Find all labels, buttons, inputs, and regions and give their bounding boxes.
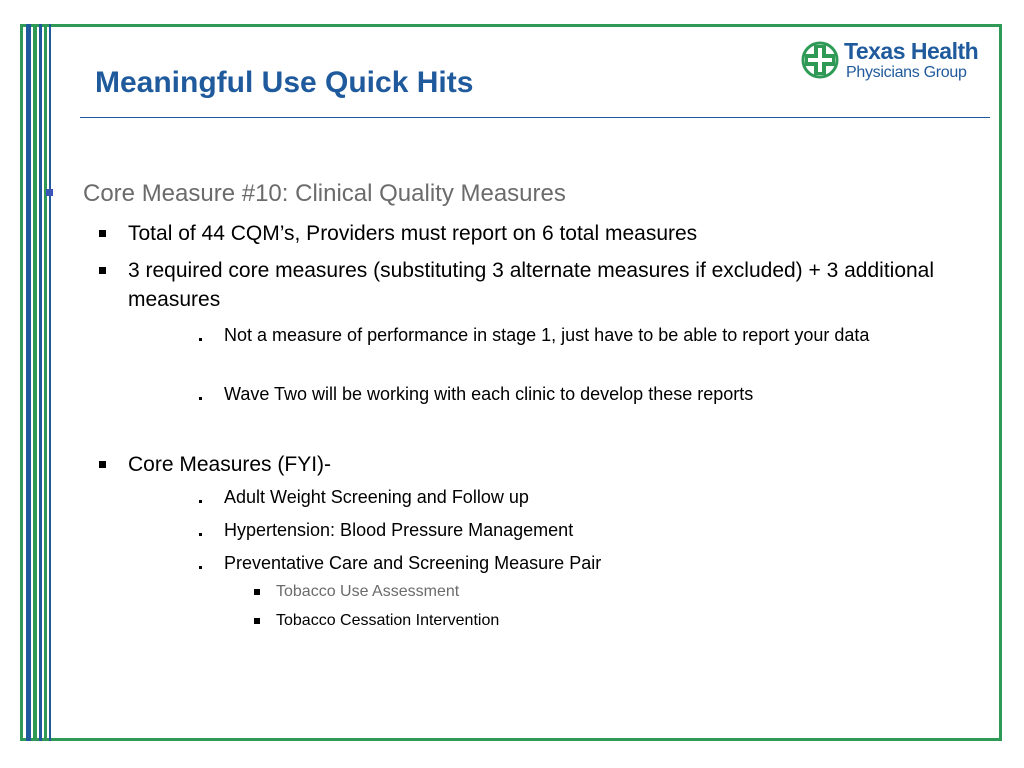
section-heading: Core Measure #10: Clinical Quality Measures <box>83 180 566 207</box>
bullet-square-icon <box>99 461 106 468</box>
bullet-dot-icon <box>199 533 202 536</box>
list-item: Tobacco Use Assessment <box>276 583 460 600</box>
left-bar-blue-1 <box>26 24 31 741</box>
bullet-dot-icon <box>199 500 202 503</box>
list-item: Preventative Care and Screening Measure Pair <box>224 553 602 573</box>
left-bar-blue-2 <box>39 24 42 741</box>
list-item: Tobacco Cessation Intervention <box>276 612 500 629</box>
cross-logo-icon <box>800 40 840 80</box>
bullet-dot-icon <box>199 566 202 569</box>
logo-line2: Physicians Group <box>846 64 967 81</box>
texas-health-logo <box>800 38 1000 84</box>
list-item: Adult Weight Screening and Follow up <box>224 487 529 507</box>
bullet-dot-icon <box>199 397 202 400</box>
bullet-square-icon <box>46 189 53 196</box>
title-divider <box>80 117 990 118</box>
bullet-square-icon <box>99 230 106 237</box>
slide-title: Meaningful Use Quick Hits <box>95 66 474 99</box>
left-bar-green-2 <box>44 24 47 741</box>
list-item: Hypertension: Blood Pressure Management <box>224 520 574 540</box>
list-item: Not a measure of performance in stage 1, just have to be able to report your data <box>224 325 870 345</box>
bullet-square-icon <box>254 589 260 595</box>
bullet-square-icon <box>254 618 260 624</box>
left-bar-blue-3 <box>49 24 51 741</box>
list-item: 3 required core measures (substituting 3 alternate measures if excluded) + 3 additional measures <box>128 259 935 311</box>
logo-line1: Texas Health <box>844 38 979 64</box>
list-item: Total of 44 CQM’s, Providers must report on 6 total measures <box>128 222 698 245</box>
bullet-dot-icon <box>199 338 202 341</box>
list-item: Wave Two will be working with each clinic to develop these reports <box>224 384 754 404</box>
left-bar-green-1 <box>33 24 37 741</box>
list-item: Core Measures (FYI)- <box>128 453 332 476</box>
bullet-square-icon <box>99 267 106 274</box>
